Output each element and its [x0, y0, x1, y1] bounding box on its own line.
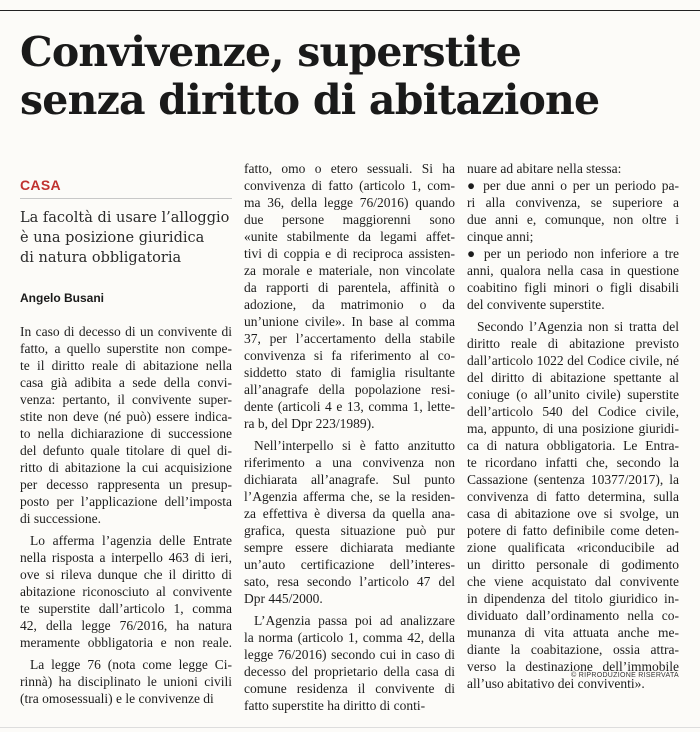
text-line: stite non deve (né può) essere indica- — [20, 409, 232, 424]
text-line: cinque anni; — [467, 229, 534, 244]
text-line: dall’articolo 1022 del Codice civile, né — [467, 353, 679, 368]
text-line: ri alla convivenza, se superiore a — [467, 195, 679, 210]
text-line: nella risposta a interpello 463 di ieri, — [20, 550, 232, 565]
copyright-notice: © RIPRODUZIONE RISERVATA — [571, 672, 679, 679]
text-line: te ricordano infatti che, secondo la — [467, 455, 679, 470]
text-line: all’uso abitativo dei conviventi». — [467, 676, 645, 691]
text-line: convivenza si fa riferimento al co- — [244, 348, 455, 363]
text-line: abitazione riconosciuto al convivente — [20, 584, 232, 599]
text-line: meramente obbligatoria e non reale. — [20, 635, 232, 650]
text-line: ● per un periodo non inferiore a tre — [467, 246, 679, 261]
text-line: due anni e, comunque, non oltre i — [467, 212, 679, 227]
subtitle — [20, 208, 232, 268]
text-line: siddetto stato di famiglia risultante — [244, 365, 455, 380]
bottom-rule — [0, 727, 700, 728]
text-line: decesso del proprietario della casa di — [244, 664, 455, 679]
text-line: verso la destinazione dell’immobile — [467, 659, 679, 674]
text-line: tivi di coppia e di reciproca assisten- — [244, 246, 455, 261]
text-line: venza: pertanto, il convivente super- — [20, 392, 232, 407]
text-line: un’unione civile». In base al comma — [244, 314, 455, 329]
text-line: fatto, a quello superstite non compe- — [20, 341, 232, 356]
text-line: sempre essere dichiarata mediante — [244, 540, 455, 555]
text-line: del convivente superstite. — [467, 297, 605, 312]
text-line: casa già adibita a sede della convi- — [20, 375, 232, 390]
top-rule — [0, 10, 700, 11]
text-line: 37, per l’accertamento della stabile — [244, 331, 455, 346]
text-line: coabitino figli minori o figli disabili — [467, 280, 679, 295]
text-line: diante la coabitazione, ossia attra- — [467, 642, 679, 657]
text-line: diritto reale di abitazione previsto — [467, 336, 679, 351]
text-line: to nella dichiarazione di successione — [20, 426, 232, 441]
text-line: munanza di vita attuata anche me- — [467, 625, 679, 640]
text-line: Dpr 445/2000. — [244, 591, 323, 606]
text-line: anni, qualora nella casa in questione — [467, 263, 679, 278]
text-line: te il diritto reale di abitazione nella — [20, 358, 232, 373]
text-line: l’Agenzia afferma che, se la residen- — [244, 489, 455, 504]
text-line: del defunto quale titolare di quel di- — [20, 443, 232, 458]
headline-line-2: senza diritto di abitazione — [20, 76, 600, 124]
text-line: ra b, del Dpr 223/1989). — [244, 416, 375, 431]
subtitle-line-1: La facoltà di usare l’alloggio — [20, 210, 230, 226]
text-line: un diritto personale di godimento — [467, 557, 679, 572]
text-line: legge 76/2016) secondo cui in caso di — [244, 647, 455, 662]
text-line: in dipendenza del titolo giuridico in- — [467, 591, 679, 606]
text-line: all’anagrafe della popolazione resi- — [244, 382, 455, 397]
text-line: rinnà) ha disciplinato le unioni civili — [20, 674, 232, 689]
text-line: dividuato dall’ordinamento nella co- — [467, 608, 679, 623]
text-line: grafica, questa situazione può pur — [244, 523, 455, 538]
text-line: la norma (articolo 1, comma 42, della — [244, 630, 455, 645]
text-line: di successione. — [20, 511, 101, 526]
text-line: ma, appunto, di una posizione giuridi- — [467, 421, 679, 436]
section-divider — [20, 198, 232, 199]
text-line: convivenza di fatto determina, sulla — [467, 489, 679, 504]
text-line: dente (articoli 4 e 13, comma 1, lette- — [244, 399, 455, 414]
text-line: za morale e materiale, non vincolate — [244, 263, 455, 278]
text-line: Secondo l’Agenzia non si tratta del — [477, 319, 679, 334]
text-line: zione qualificata «riconducibile ad — [467, 540, 679, 555]
text-line: convivenza di fatto (articolo 1, com- — [244, 178, 455, 193]
headline-line-1: Convivenze, superstite — [20, 28, 522, 76]
text-line: sato, resa secondo l’articolo 47 del — [244, 574, 455, 589]
text-line: due persone maggiorenni sono — [244, 212, 455, 227]
text-line: potere di fatto definibile come deten- — [467, 523, 679, 538]
text-line: In caso di decesso di un convivente di — [20, 324, 232, 339]
text-line: del diritto di abitazione spettante al — [467, 370, 679, 385]
text-line: nuare ad abitare nella stessa: — [467, 161, 622, 176]
text-line: adozione, da matrimonio o da — [244, 297, 455, 312]
text-line: te superstite dall’articolo 1, comma — [20, 601, 232, 616]
text-line: posto per l’applicazione dell’imposta — [20, 494, 232, 509]
text-line: riferimento a una convivenza non — [244, 455, 455, 470]
text-line: «unite stabilmente da legami affet- — [244, 229, 455, 244]
text-line: un’auto certificazione dell’interes- — [244, 557, 455, 572]
text-line: per decesso rappresenta un presup- — [20, 477, 232, 492]
text-line: ma 36, della legge 76/2016) quando — [244, 195, 455, 210]
text-line: za effettiva è diversa da quella ana- — [244, 506, 455, 521]
subtitle-line-3: di natura obbligatoria — [20, 250, 182, 266]
text-line: casa di abitazione ove si svolge, un — [467, 506, 679, 521]
text-line: dichiarata all’anagrafe. Sul punto — [244, 472, 455, 487]
author-byline: Angelo Busani — [20, 291, 105, 305]
text-line: Lo afferma l’agenzia delle Entrate — [30, 533, 232, 548]
text-line: ca di natura obbligatoria. Le Entra- — [467, 438, 679, 453]
text-line: dell’articolo 540 del Codice civile, — [467, 404, 679, 419]
text-line: comune residenza il convivente di — [244, 681, 455, 696]
text-line: Nell’interpello si è fatto anzitutto — [254, 438, 455, 453]
article-column-3 — [467, 160, 679, 692]
text-line: fatto, omo o etero sessuali. Si ha — [244, 161, 455, 176]
text-line: che viene acquistato dal convivente — [467, 574, 679, 589]
text-line: La legge 76 (nota come legge Ci- — [30, 657, 232, 672]
text-line: fatto superstite ha diritto di conti- — [244, 698, 426, 713]
text-line: ove si rileva dunque che il diritto di — [20, 567, 232, 582]
subtitle-line-2: è una posizione giuridica — [20, 230, 205, 246]
text-line: ● per due anni o per un periodo pa- — [467, 178, 679, 193]
text-line: da rapporti di parentela, affinità o — [244, 280, 455, 295]
headline — [20, 28, 690, 124]
section-label: CASA — [20, 177, 61, 193]
text-line: coniuge (o all’unito civile) superstite — [467, 387, 679, 402]
text-line: 42, della legge 76/2016, ha natura — [20, 618, 232, 633]
article-column-1 — [20, 323, 232, 707]
text-line: ritto di abitazione la cui acquisizione — [20, 460, 232, 475]
text-line: Cassazione (sentenza 10377/2017), la — [467, 472, 679, 487]
text-line: (tra omosessuali) e le convivenze di — [20, 691, 214, 706]
text-line: L’Agenzia passa poi ad analizzare — [254, 613, 455, 628]
article-column-2 — [244, 160, 455, 714]
